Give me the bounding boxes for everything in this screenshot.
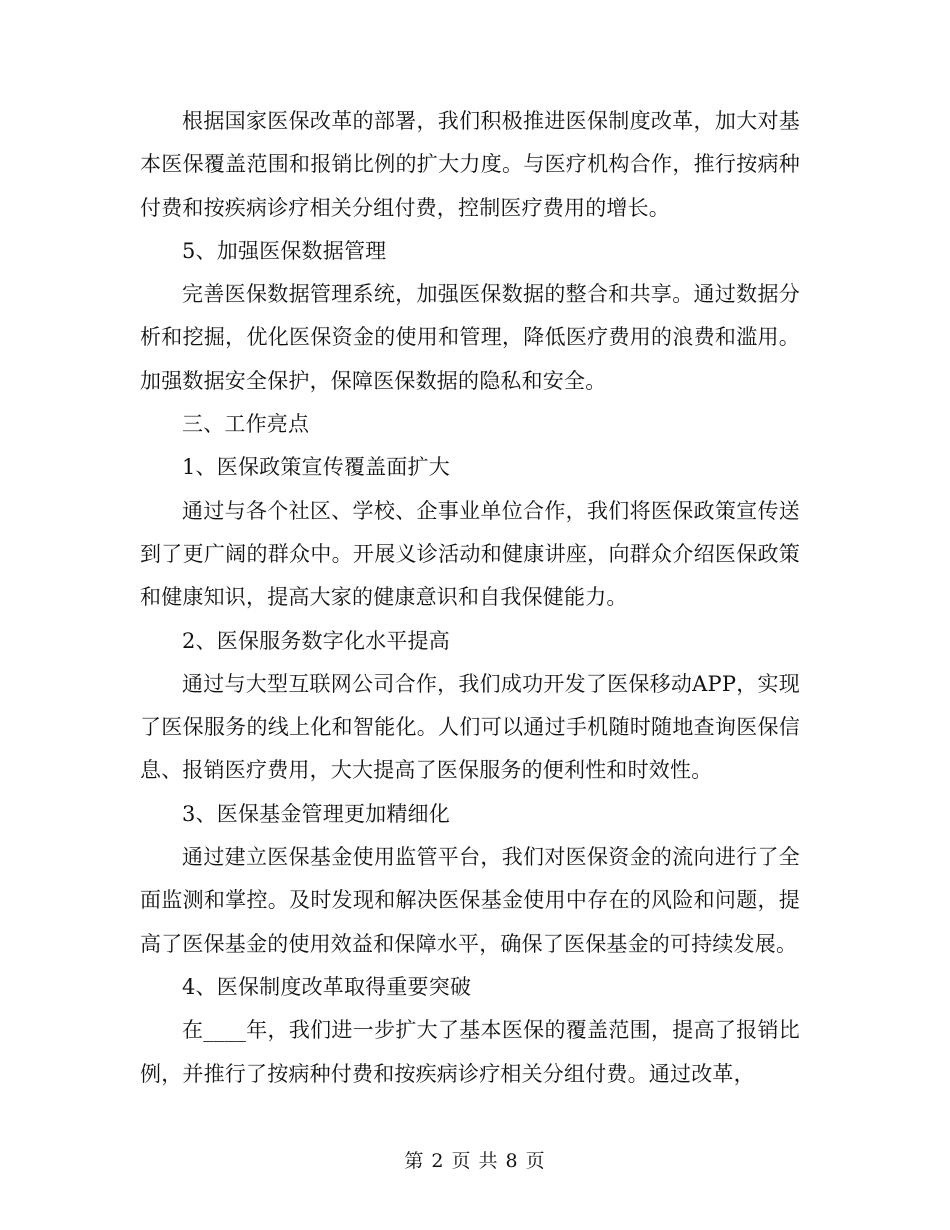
heading-data-management: 5、加强医保数据管理 [182,238,387,263]
heading-digital-service: 2、医保服务数字化水平提高 [182,628,450,653]
paragraph-fund-management: 通过建立医保基金使用监管平台，我们对医保资金的流向进行了全面监测和掌控。及时发现和解决医保基金使用中存在的风险和问题，提高了医保基金的使用效益和保障水平，确保了医保基金的可持续发展。 [140,845,800,956]
heading-system-reform: 4、医保制度改革取得重要突破 [182,974,472,999]
document-body [140,100,800,1096]
paragraph-system-reform: 在____年，我们进一步扩大了基本医保的覆盖范围，提高了报销比例，并推行了按病种付费和按疾病诊疗相关分组付费。通过改革， [140,1018,800,1086]
section-heading-highlights: 三、工作亮点 [182,412,310,437]
paragraph-reform-intro: 根据国家医保改革的部署，我们积极推进医保制度改革，加大对基本医保覆盖范围和报销比例的扩大力度。与医疗机构合作，推行按病种付费和按疾病诊疗相关分组付费，控制医疗费用的增长。 [140,109,800,220]
paragraph-policy-promotion: 通过与各个社区、学校、企事业单位合作，我们将医保政策宣传送到了更广阔的群众中。开展义诊活动和健康讲座，向群众介绍医保政策和健康知识，提高大家的健康意识和自我保健能力。 [140,498,800,610]
paragraph-digital-service: 通过与大型互联网公司合作，我们成功开发了医保移动APP，实现了医保服务的线上化和智能化。人们可以通过手机随时随地查询医保信息、报销医疗费用，大大提高了医保服务的便利性和时效性。 [140,671,800,783]
page-number-footer: 第 2 页 共 8 页 [404,1150,546,1172]
paragraph-data-management: 完善医保数据管理系统，加强医保数据的整合和共享。通过数据分析和挖掘，优化医保资金的使用和管理，降低医疗费用的浪费和滥用。加强数据安全保护，保障医保数据的隐私和安全。 [140,282,800,393]
heading-policy-promotion: 1、医保政策宣传覆盖面扩大 [182,455,450,480]
heading-fund-management: 3、医保基金管理更加精细化 [182,801,450,826]
